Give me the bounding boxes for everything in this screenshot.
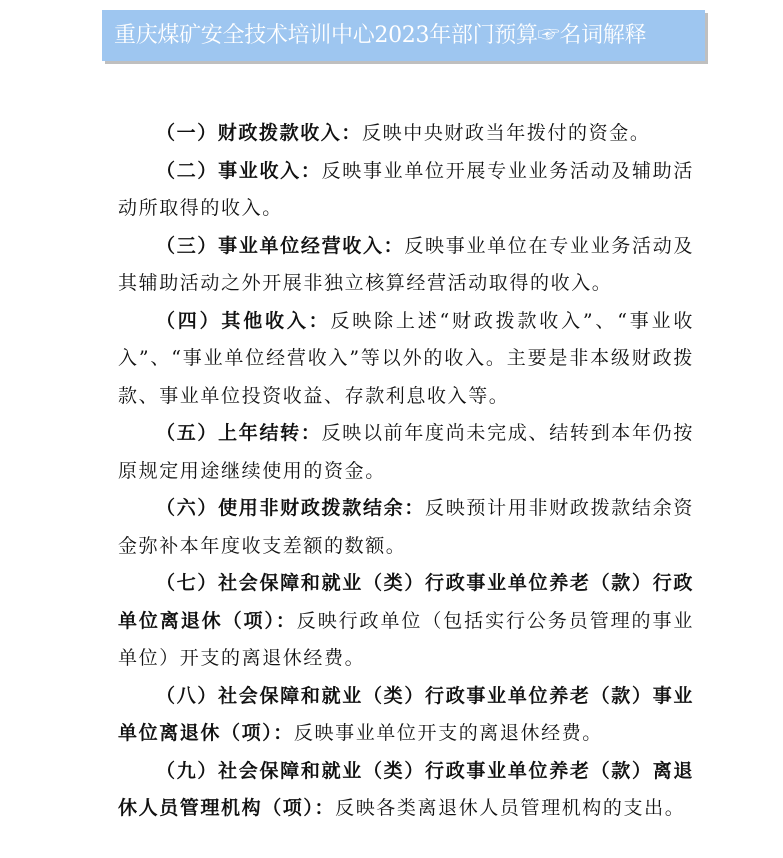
definition-item <box>118 303 694 416</box>
definition-item <box>118 415 694 490</box>
definition-desc: 反映预计用非财政拨款结余资金弥补本年度收支差额的数额。 <box>118 497 694 557</box>
definition-term: （五）上年结转： <box>156 422 322 444</box>
definition-desc: 反映事业单位开支的离退休经费。 <box>293 722 603 744</box>
definition-item <box>118 115 694 153</box>
definition-desc: 反映事业单位在专业业务活动及其辅助活动之外开展非独立核算经营活动取得的收入。 <box>118 234 695 294</box>
definition-desc: 反映以前年度尚未完成、结转到本年仍按原规定用途继续使用的资金。 <box>118 422 694 482</box>
definition-desc: 反映行政单位（包括实行公务员管理的事业单位）开支的离退休经费。 <box>118 609 694 669</box>
page-title: 重庆煤矿安全技术培训中心2023年部门预算☞名词解释 <box>114 23 647 48</box>
definition-desc: 反映事业单位开展专业业务活动及辅助活动所取得的收入。 <box>118 159 694 219</box>
definition-term: （六）使用非财政拨款结余： <box>156 497 426 519</box>
definition-term: （二）事业收入： <box>156 159 322 182</box>
definition-item <box>118 565 694 678</box>
definition-item <box>118 228 694 303</box>
definition-desc: 反映除上述“财政拨款收入”、“事业收入”、“事业单位经营收入”等以外的收入。主要是非本级财政拨款、事业单位投资收益、存款利息收入等。 <box>118 309 694 407</box>
definition-term: （四）其他收入： <box>156 309 331 332</box>
definition-term: （三）事业单位经营收入： <box>156 234 405 257</box>
definitions-list <box>118 115 694 828</box>
definition-desc: 反映各类离退休人员管理机构的支出。 <box>335 797 686 819</box>
title-bar <box>102 10 705 61</box>
definition-term: （九）社会保障和就业（类）行政事业单位养老（款）离退休人员管理机构（项）： <box>118 759 694 819</box>
definition-item <box>118 153 694 228</box>
definition-term: （一）财政拨款收入： <box>156 122 363 144</box>
definition-term: （七）社会保障和就业（类）行政事业单位养老（款）行政单位离退休（项）： <box>118 572 694 632</box>
definition-term: （八）社会保障和就业（类）行政事业单位养老（款）事业单位离退休（项）： <box>118 684 694 744</box>
definition-desc: 反映中央财政当年拨付的资金。 <box>362 122 651 144</box>
definition-item <box>118 753 694 828</box>
definition-item <box>118 490 694 565</box>
definition-item <box>118 678 694 753</box>
